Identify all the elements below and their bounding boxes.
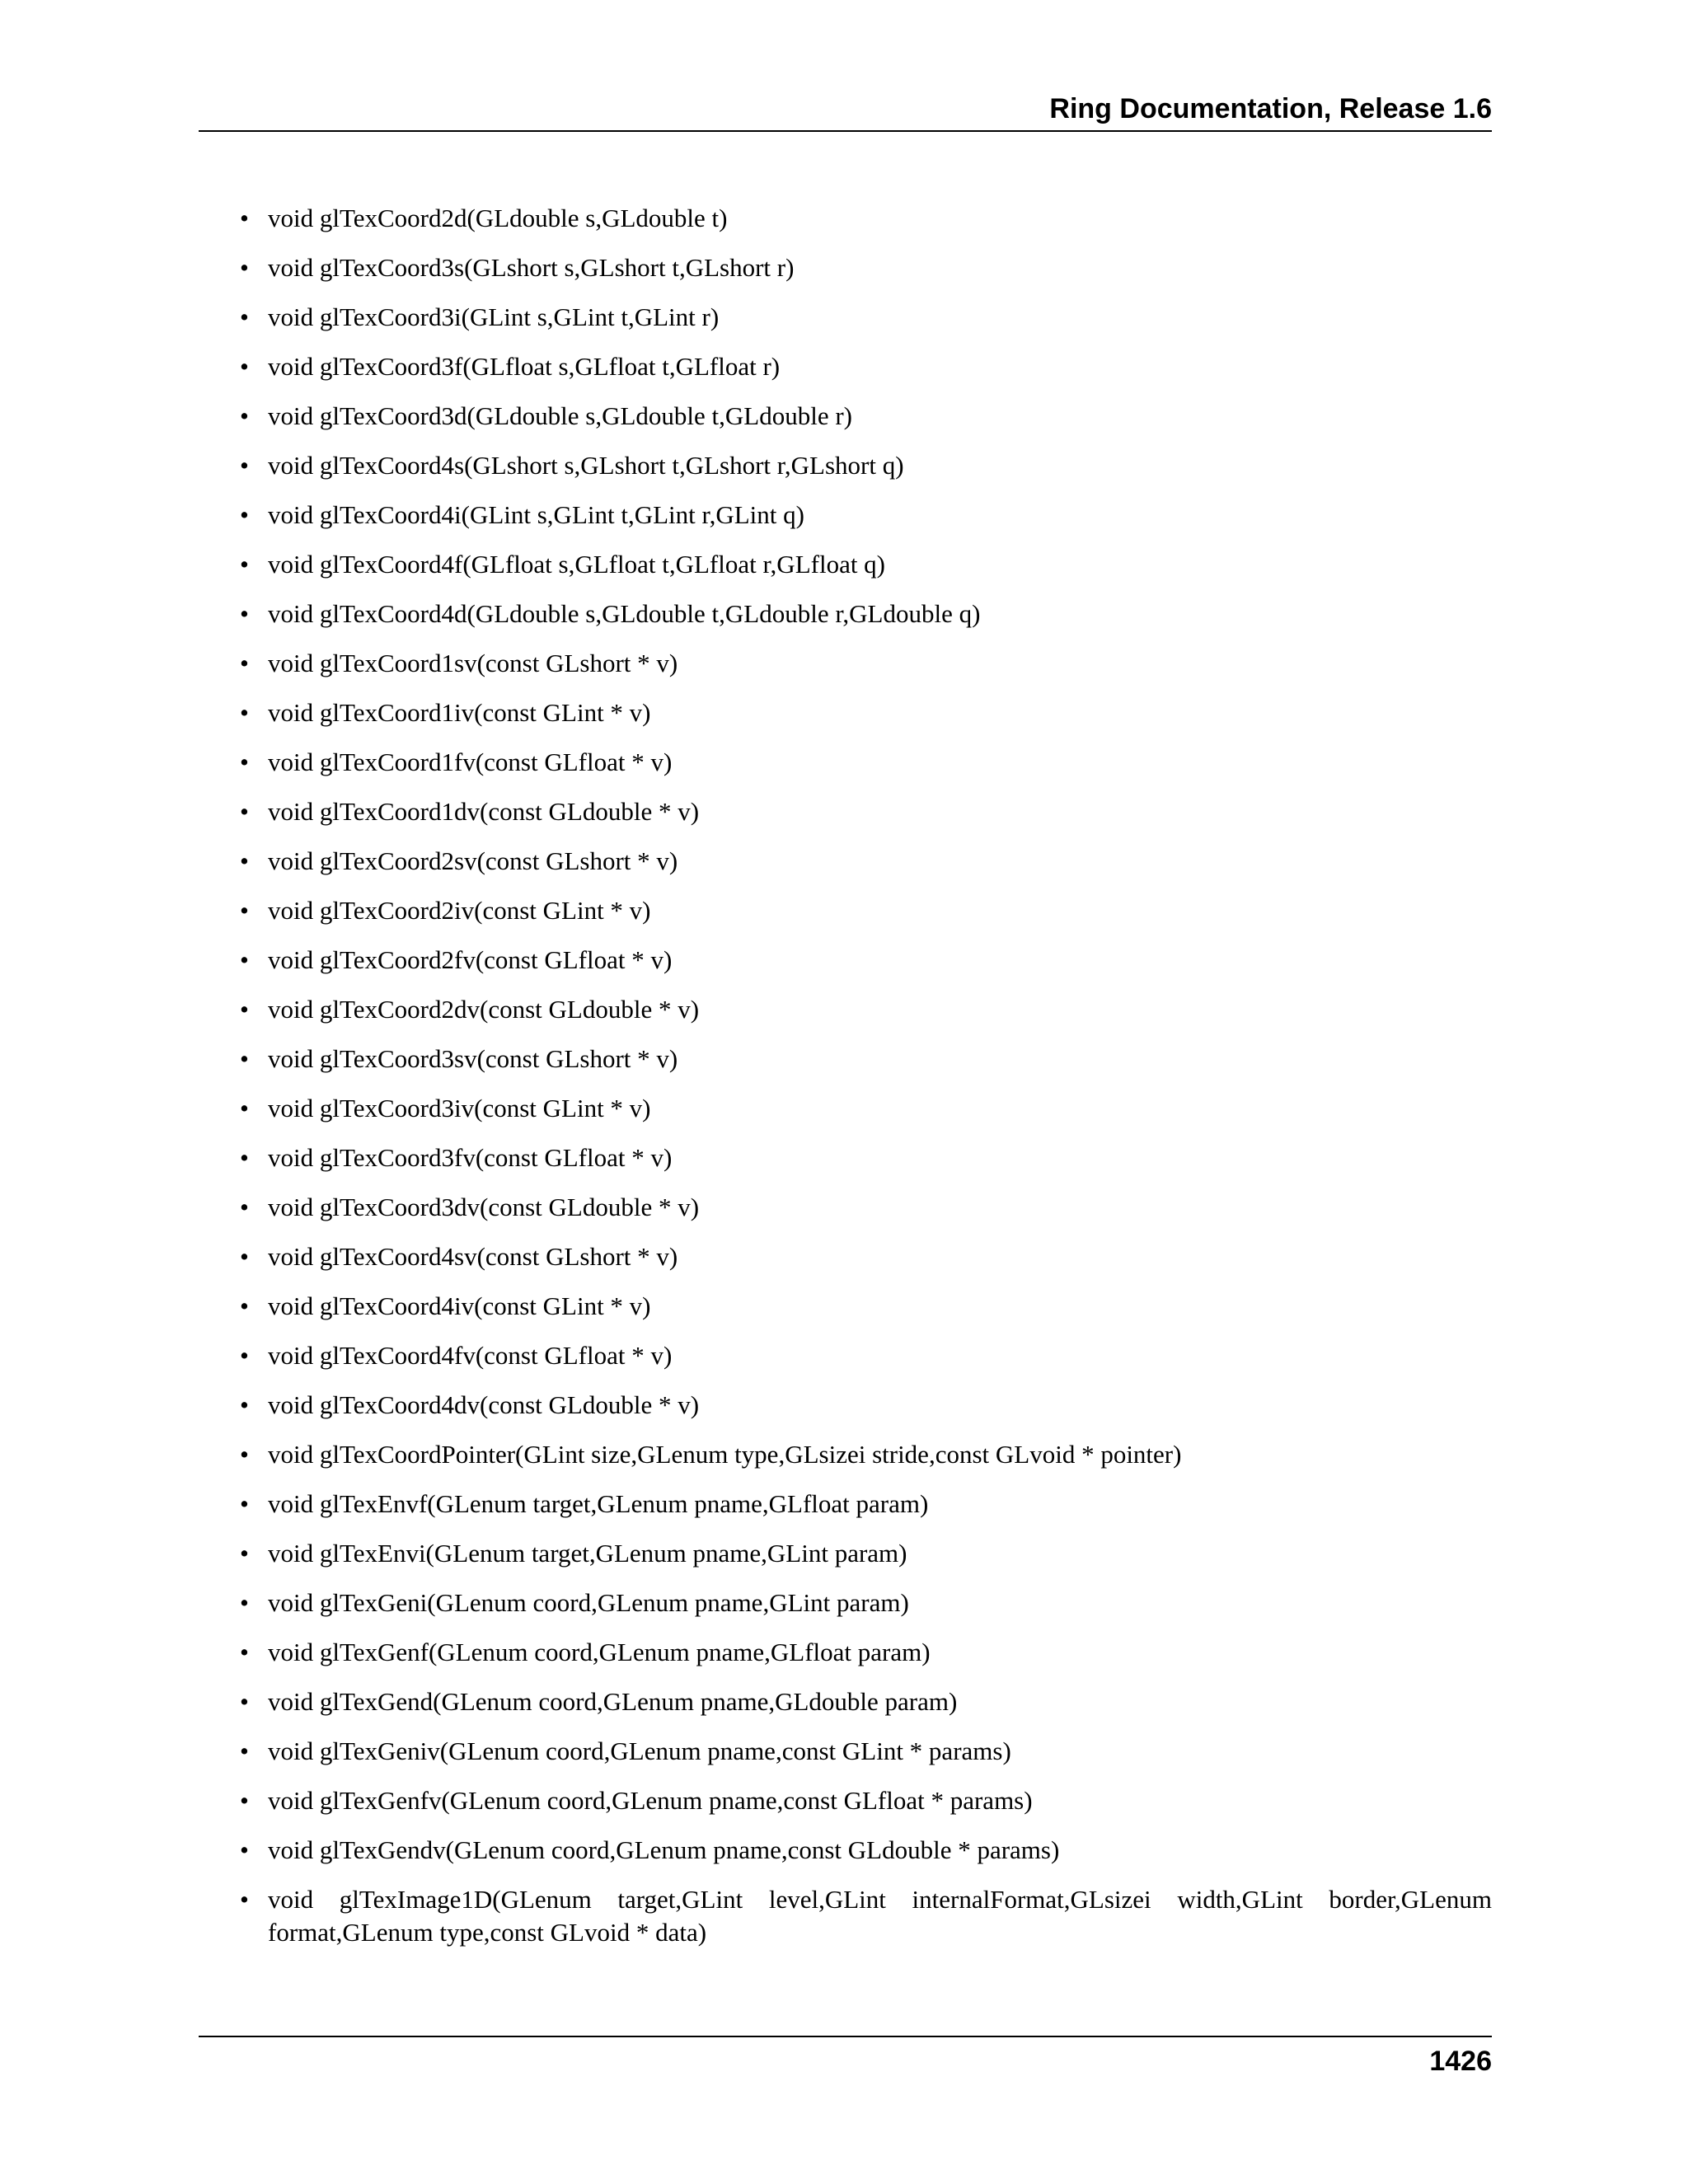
function-item xyxy=(199,1141,1492,1174)
function-signature: void glTexCoord3sv(const GLshort * v) xyxy=(268,1044,678,1073)
function-signature: void glTexGeni(GLenum coord,GLenum pname,GLint param) xyxy=(268,1588,909,1617)
function-item xyxy=(199,350,1492,383)
function-item xyxy=(199,499,1492,532)
bullet-icon: • xyxy=(240,896,249,925)
function-signature: void glTexCoord2sv(const GLshort * v) xyxy=(268,846,678,875)
function-item xyxy=(199,746,1492,779)
bullet-icon: • xyxy=(240,302,249,331)
function-signature: void glTexCoordPointer(GLint size,GLenum type,GLsizei stride,const GLvoid * pointer) xyxy=(268,1440,1182,1469)
function-signature: void glTexCoord1fv(const GLfloat * v) xyxy=(268,748,673,776)
bullet-icon: • xyxy=(240,1094,249,1122)
function-item xyxy=(199,1735,1492,1768)
function-signature: void glTexCoord3dv(const GLdouble * v) xyxy=(268,1193,700,1221)
function-item xyxy=(199,894,1492,927)
function-signature: void glTexGenfv(GLenum coord,GLenum pname,const GLfloat * params) xyxy=(268,1786,1033,1815)
bullet-icon: • xyxy=(240,1539,249,1568)
function-signature: void glTexCoord4d(GLdouble s,GLdouble t,GLdouble r,GLdouble q) xyxy=(268,599,981,628)
function-signature: void glTexCoord3iv(const GLint * v) xyxy=(268,1094,651,1122)
function-item xyxy=(199,1685,1492,1718)
function-signature: void glTexCoord4f(GLfloat s,GLfloat t,GLfloat r,GLfloat q) xyxy=(268,550,886,579)
page-header-title: Ring Documentation, Release 1.6 xyxy=(1049,93,1492,124)
bullet-icon: • xyxy=(240,995,249,1024)
function-signature: void glTexCoord2fv(const GLfloat * v) xyxy=(268,945,673,974)
function-item xyxy=(199,1537,1492,1570)
bullet-icon: • xyxy=(240,1143,249,1172)
function-list xyxy=(199,202,1492,1949)
function-item xyxy=(199,1191,1492,1224)
bullet-icon: • xyxy=(240,1588,249,1617)
function-item xyxy=(199,1834,1492,1867)
function-signature: void glTexCoord4iv(const GLint * v) xyxy=(268,1291,651,1320)
function-item xyxy=(199,1586,1492,1619)
function-signature: void glTexCoord3f(GLfloat s,GLfloat t,GLfloat r) xyxy=(268,352,781,381)
page-number: 1426 xyxy=(1429,2046,1492,2077)
bullet-icon: • xyxy=(240,846,249,875)
bullet-icon: • xyxy=(240,1489,249,1518)
footer-divider xyxy=(199,2036,1492,2037)
bullet-icon: • xyxy=(240,1390,249,1419)
function-item xyxy=(199,944,1492,977)
function-signature: void glTexEnvf(GLenum target,GLenum pname,GLfloat param) xyxy=(268,1489,929,1518)
bullet-icon: • xyxy=(240,1242,249,1271)
bullet-icon: • xyxy=(240,500,249,529)
header-divider xyxy=(199,130,1492,132)
bullet-icon: • xyxy=(240,1341,249,1370)
function-signature: void glTexCoord3s(GLshort s,GLshort t,GLshort r) xyxy=(268,253,795,282)
function-item xyxy=(199,993,1492,1026)
function-item xyxy=(199,1092,1492,1125)
function-item xyxy=(199,1488,1492,1521)
bullet-icon: • xyxy=(240,1193,249,1221)
function-item xyxy=(199,1339,1492,1372)
function-item xyxy=(199,202,1492,235)
bullet-icon: • xyxy=(240,352,249,381)
function-signature: void glTexCoord2dv(const GLdouble * v) xyxy=(268,995,700,1024)
bullet-icon: • xyxy=(240,649,249,677)
function-signature: void glTexCoord4dv(const GLdouble * v) xyxy=(268,1390,700,1419)
bullet-icon: • xyxy=(240,1835,249,1864)
bullet-icon: • xyxy=(240,599,249,628)
function-item xyxy=(199,301,1492,334)
function-item xyxy=(199,548,1492,581)
bullet-icon: • xyxy=(240,797,249,826)
bullet-icon: • xyxy=(240,1885,249,1914)
function-signature: void glTexCoord3i(GLint s,GLint t,GLint r) xyxy=(268,302,720,331)
bullet-icon: • xyxy=(240,1044,249,1073)
function-signature: void glTexGendv(GLenum coord,GLenum pname,const GLdouble * params) xyxy=(268,1835,1060,1864)
bullet-icon: • xyxy=(240,401,249,430)
bullet-icon: • xyxy=(240,698,249,727)
function-item xyxy=(199,696,1492,729)
bullet-icon: • xyxy=(240,204,249,232)
function-item xyxy=(199,1883,1492,1949)
function-signature: void glTexGend(GLenum coord,GLenum pname,GLdouble param) xyxy=(268,1687,958,1716)
function-signature: void glTexCoord2d(GLdouble s,GLdouble t) xyxy=(268,204,728,232)
bullet-icon: • xyxy=(240,1638,249,1666)
function-signature: void glTexImage1D(GLenum target,GLint level,GLint internalFormat,GLsizei width,GLint border,GLenum format,GLenum type,const GLvoid * data) xyxy=(268,1885,1492,1947)
bullet-icon: • xyxy=(240,945,249,974)
bullet-icon: • xyxy=(240,451,249,480)
function-item xyxy=(199,598,1492,630)
function-item xyxy=(199,400,1492,433)
bullet-icon: • xyxy=(240,1687,249,1716)
function-item xyxy=(199,1636,1492,1669)
function-signature: void glTexEnvi(GLenum target,GLenum pname,GLint param) xyxy=(268,1539,907,1568)
function-signature: void glTexCoord3fv(const GLfloat * v) xyxy=(268,1143,673,1172)
function-signature: void glTexCoord4i(GLint s,GLint t,GLint r,GLint q) xyxy=(268,500,804,529)
bullet-icon: • xyxy=(240,550,249,579)
function-item xyxy=(199,251,1492,284)
function-signature: void glTexGeniv(GLenum coord,GLenum pname,const GLint * params) xyxy=(268,1736,1011,1765)
function-item xyxy=(199,1784,1492,1817)
bullet-icon: • xyxy=(240,1440,249,1469)
function-item xyxy=(199,1043,1492,1076)
function-signature: void glTexCoord1dv(const GLdouble * v) xyxy=(268,797,700,826)
bullet-icon: • xyxy=(240,748,249,776)
function-signature: void glTexCoord4s(GLshort s,GLshort t,GLshort r,GLshort q) xyxy=(268,451,904,480)
bullet-icon: • xyxy=(240,1786,249,1815)
function-signature: void glTexGenf(GLenum coord,GLenum pname,GLfloat param) xyxy=(268,1638,931,1666)
function-signature: void glTexCoord4fv(const GLfloat * v) xyxy=(268,1341,673,1370)
bullet-icon: • xyxy=(240,1736,249,1765)
function-item xyxy=(199,1389,1492,1422)
function-item xyxy=(199,1290,1492,1323)
bullet-icon: • xyxy=(240,1291,249,1320)
function-signature: void glTexCoord4sv(const GLshort * v) xyxy=(268,1242,678,1271)
function-item xyxy=(199,1240,1492,1273)
function-signature: void glTexCoord2iv(const GLint * v) xyxy=(268,896,651,925)
function-item xyxy=(199,795,1492,828)
function-item xyxy=(199,845,1492,878)
function-item xyxy=(199,647,1492,680)
function-item xyxy=(199,449,1492,482)
function-signature: void glTexCoord1iv(const GLint * v) xyxy=(268,698,651,727)
function-signature: void glTexCoord3d(GLdouble s,GLdouble t,GLdouble r) xyxy=(268,401,852,430)
bullet-icon: • xyxy=(240,253,249,282)
function-signature: void glTexCoord1sv(const GLshort * v) xyxy=(268,649,678,677)
function-item xyxy=(199,1438,1492,1471)
page-content xyxy=(199,202,1492,1966)
